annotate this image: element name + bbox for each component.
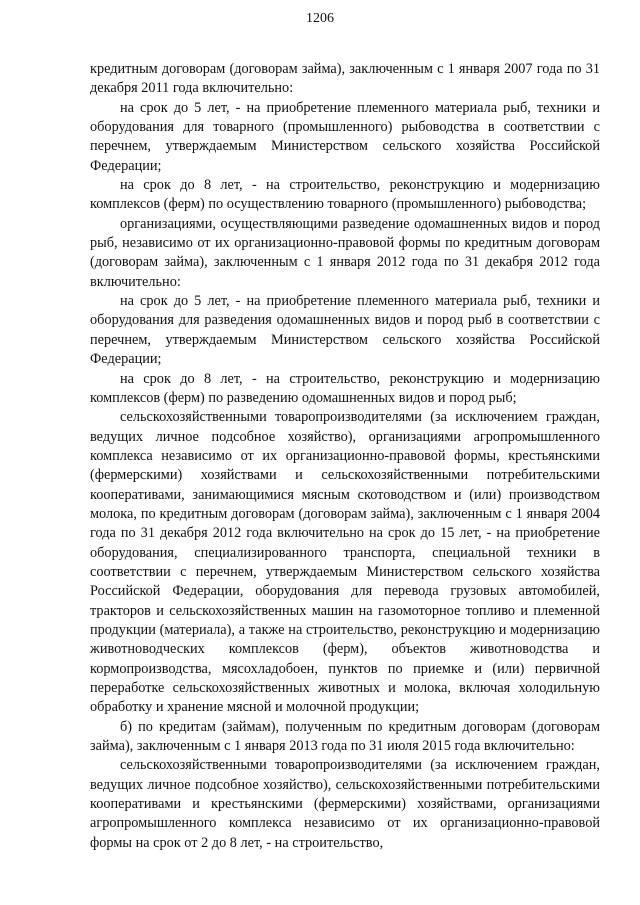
page-number: 1206 — [306, 11, 334, 26]
page-body — [90, 60, 600, 853]
paragraph: сельскохозяйственными товаропроизводителями (за исключением граждан, ведущих личное подсобное хозяйство), организациями агропромышленного комплекса независимо от их организационно-правовой формы, крестьянскими (фермерскими) хозяйствами и сельскохозяйственными потребительскими кооперативами, занимающимися мясным скотоводством и (или) производством молока, по кредитным договорам (договорам займа), заключенным с 1 января 2004 года по 31 декабря 2012 года включительно на срок до 15 лет, - на приобретение оборудования, специализированного транспорта, специальной техники в соответствии с перечнем, утверждаемым Министерством сельского хозяйства Российской Федерации, оборудования для перевода грузовых автомобилей, тракторов и сельскохозяйственных машин на газомоторное топливо и племенной продукции (материала), а также на строительство, реконструкцию и модернизацию животноводческих комплексов (ферм), объектов животноводства и кормопроизводства, мясохладобоен, пунктов по приемке и (или) первичной переработке сельскохозяйственных животных и молока, включая холодильную обработку и хранение мясной и молочной продукции; — [90, 409, 600, 716]
paragraph: на срок до 5 лет, - на приобретение племенного материала рыб, техники и оборудования для товарного (промышленного) рыбоводства в соответствии с перечнем, утверждаемым Министерством сельского хозяйства Российской Федерации; — [90, 99, 600, 174]
paragraph: сельскохозяйственными товаропроизводителями (за исключением граждан, ведущих личное подсобное хозяйство), сельскохозяйственными потребительскими кооперативами и крестьянскими (фермерскими) хозяйствами, организациями агропромышленного комплекса независимо от их организационно-правовой формы на срок от 2 до 8 лет, - на строительство, — [90, 757, 600, 851]
paragraph: на срок до 8 лет, - на строительство, реконструкцию и модернизацию комплексов (ферм) по разведению одомашненных видов и пород рыб; — [90, 370, 600, 406]
paragraph: организациями, осуществляющими разведение одомашненных видов и пород рыб, независимо от их организационно-правовой формы по кредитным договорам (договорам займа), заключенным с 1 января 2012 года по 31 декабря 2012 года включительно: — [90, 215, 600, 290]
paragraph: на срок до 8 лет, - на строительство, реконструкцию и модернизацию комплексов (ферм) по осуществлению товарного (промышленного) рыбоводства; — [90, 177, 600, 213]
paragraph: кредитным договорам (договорам займа), заключенным с 1 января 2007 года по 31 декабря 2011 года включительно: — [90, 61, 600, 97]
paragraph: б) по кредитам (займам), полученным по кредитным договорам (договорам займа), заключенным с 1 января 2013 года по 31 июля 2015 года включительно: — [90, 718, 600, 755]
paragraph: на срок до 5 лет, - на приобретение племенного материала рыб, техники и оборудования для разведения одомашненных видов и пород рыб в соответствии с перечнем, утверждаемым Министерством сельского хозяйства Российской Федерации; — [90, 293, 600, 368]
